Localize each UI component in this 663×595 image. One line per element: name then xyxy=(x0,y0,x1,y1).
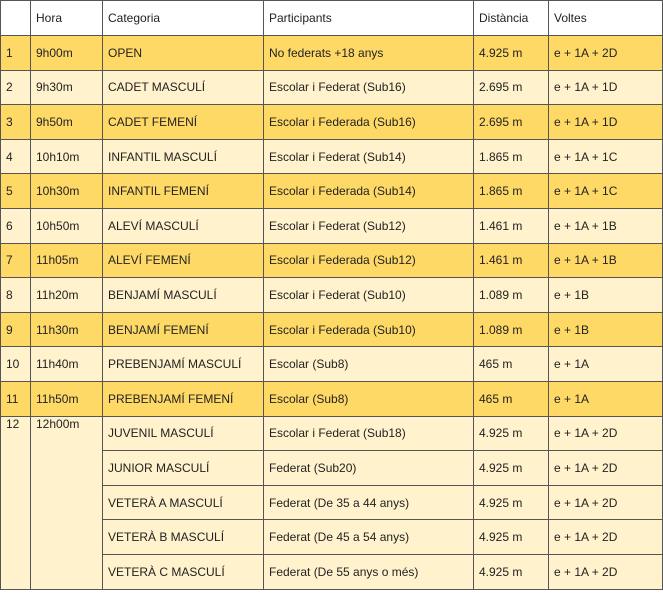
cell-voltes: e + 1A + 2D xyxy=(549,485,663,520)
cell-num: 11 xyxy=(1,381,31,416)
cell-distancia: 1.865 m xyxy=(474,174,549,209)
header-participants: Participants xyxy=(264,1,474,36)
cell-distancia: 1.461 m xyxy=(474,243,549,278)
cell-distancia: 2.695 m xyxy=(474,70,549,105)
cell-categoria: OPEN xyxy=(103,36,264,71)
cell-voltes: e + 1A + 1B xyxy=(549,208,663,243)
cell-voltes: e + 1A + 2D xyxy=(549,451,663,486)
cell-participants: Escolar (Sub8) xyxy=(264,347,474,382)
cell-num: 6 xyxy=(1,208,31,243)
cell-categoria: ALEVÍ MASCULÍ xyxy=(103,208,264,243)
cell-categoria: PREBENJAMÍ FEMENÍ xyxy=(103,381,264,416)
cell-voltes: e + 1A xyxy=(549,347,663,382)
header-distancia: Distància xyxy=(474,1,549,36)
table-row xyxy=(1,347,663,382)
table-row xyxy=(1,381,663,416)
cell-distancia: 1.461 m xyxy=(474,208,549,243)
cell-categoria: INFANTIL FEMENÍ xyxy=(103,174,264,209)
table-row xyxy=(1,312,663,347)
cell-hora: 11h05m xyxy=(31,243,103,278)
cell-categoria: JUNIOR MASCULÍ xyxy=(103,451,264,486)
cell-distancia: 4.925 m xyxy=(474,554,549,589)
cell-hora: 10h50m xyxy=(31,208,103,243)
cell-participants: Escolar i Federada (Sub16) xyxy=(264,105,474,140)
cell-participants: Federat (De 35 a 44 anys) xyxy=(264,485,474,520)
cell-participants: Federat (De 55 anys o més) xyxy=(264,554,474,589)
cell-participants: Escolar i Federat (Sub16) xyxy=(264,70,474,105)
table-row xyxy=(1,70,663,105)
header-voltes: Voltes xyxy=(549,1,663,36)
cell-hora: 9h30m xyxy=(31,70,103,105)
cell-categoria: PREBENJAMÍ MASCULÍ xyxy=(103,347,264,382)
cell-distancia: 465 m xyxy=(474,381,549,416)
cell-distancia: 4.925 m xyxy=(474,416,549,451)
cell-voltes: e + 1A + 1C xyxy=(549,139,663,174)
table-row xyxy=(1,139,663,174)
cell-participants: Escolar i Federat (Sub14) xyxy=(264,139,474,174)
cell-categoria: INFANTIL MASCULÍ xyxy=(103,139,264,174)
cell-voltes: e + 1A + 2D xyxy=(549,554,663,589)
cell-categoria: JUVENIL MASCULÍ xyxy=(103,416,264,451)
table-row xyxy=(1,243,663,278)
cell-voltes: e + 1A + 2D xyxy=(549,36,663,71)
cell-voltes: e + 1A + 1D xyxy=(549,70,663,105)
cell-hora: 11h50m xyxy=(31,381,103,416)
table-row xyxy=(1,208,663,243)
cell-voltes: e + 1A + 2D xyxy=(549,416,663,451)
cell-categoria: BENJAMÍ FEMENÍ xyxy=(103,312,264,347)
cell-categoria: VETERÀ A MASCULÍ xyxy=(103,485,264,520)
cell-distancia: 4.925 m xyxy=(474,36,549,71)
cell-distancia: 2.695 m xyxy=(474,105,549,140)
cell-num: 9 xyxy=(1,312,31,347)
cell-distancia: 1.089 m xyxy=(474,278,549,313)
cell-hora: 11h30m xyxy=(31,312,103,347)
header-categoria: Categoria xyxy=(103,1,264,36)
cell-num: 7 xyxy=(1,243,31,278)
cell-hora: 9h00m xyxy=(31,36,103,71)
cell-distancia: 4.925 m xyxy=(474,485,549,520)
cell-categoria: BENJAMÍ MASCULÍ xyxy=(103,278,264,313)
cell-num: 1 xyxy=(1,36,31,71)
cell-distancia: 1.089 m xyxy=(474,312,549,347)
cell-voltes: e + 1A + 2D xyxy=(549,520,663,555)
cell-voltes: e + 1A + 1D xyxy=(549,105,663,140)
cell-participants: Escolar i Federat (Sub10) xyxy=(264,278,474,313)
cell-num: 10 xyxy=(1,347,31,382)
header-num xyxy=(1,1,31,36)
header-hora: Hora xyxy=(31,1,103,36)
cell-num: 8 xyxy=(1,278,31,313)
cell-categoria: ALEVÍ FEMENÍ xyxy=(103,243,264,278)
cell-num: 4 xyxy=(1,139,31,174)
cell-hora: 10h10m xyxy=(31,139,103,174)
cell-voltes: e + 1A + 1B xyxy=(549,243,663,278)
cell-num: 12 xyxy=(1,416,31,589)
cell-participants: Escolar i Federat (Sub18) xyxy=(264,416,474,451)
cell-participants: Federat (Sub20) xyxy=(264,451,474,486)
table-row xyxy=(1,105,663,140)
cell-participants: Escolar i Federat (Sub12) xyxy=(264,208,474,243)
cell-voltes: e + 1B xyxy=(549,312,663,347)
cell-participants: Escolar i Federada (Sub10) xyxy=(264,312,474,347)
cell-distancia: 1.865 m xyxy=(474,139,549,174)
cell-categoria: CADET MASCULÍ xyxy=(103,70,264,105)
cell-participants: Escolar i Federada (Sub12) xyxy=(264,243,474,278)
cell-participants: No federats +18 anys xyxy=(264,36,474,71)
cell-hora: 12h00m xyxy=(31,416,103,589)
cell-categoria: CADET FEMENÍ xyxy=(103,105,264,140)
table-row xyxy=(1,278,663,313)
header-row xyxy=(1,1,663,36)
cell-distancia: 4.925 m xyxy=(474,520,549,555)
table-row xyxy=(1,36,663,71)
cell-distancia: 465 m xyxy=(474,347,549,382)
cell-hora: 10h30m xyxy=(31,174,103,209)
table-row xyxy=(1,174,663,209)
cell-categoria: VETERÀ C MASCULÍ xyxy=(103,554,264,589)
cell-hora: 9h50m xyxy=(31,105,103,140)
cell-voltes: e + 1A xyxy=(549,381,663,416)
cell-num: 3 xyxy=(1,105,31,140)
cell-distancia: 4.925 m xyxy=(474,451,549,486)
cell-num: 5 xyxy=(1,174,31,209)
cell-participants: Federat (De 45 a 54 anys) xyxy=(264,520,474,555)
cell-categoria: VETERÀ B MASCULÍ xyxy=(103,520,264,555)
cell-num: 2 xyxy=(1,70,31,105)
cell-voltes: e + 1A + 1C xyxy=(549,174,663,209)
cell-hora: 11h20m xyxy=(31,278,103,313)
cell-voltes: e + 1B xyxy=(549,278,663,313)
cell-participants: Escolar i Federada (Sub14) xyxy=(264,174,474,209)
cell-participants: Escolar (Sub8) xyxy=(264,381,474,416)
table-row xyxy=(1,416,663,451)
cell-hora: 11h40m xyxy=(31,347,103,382)
